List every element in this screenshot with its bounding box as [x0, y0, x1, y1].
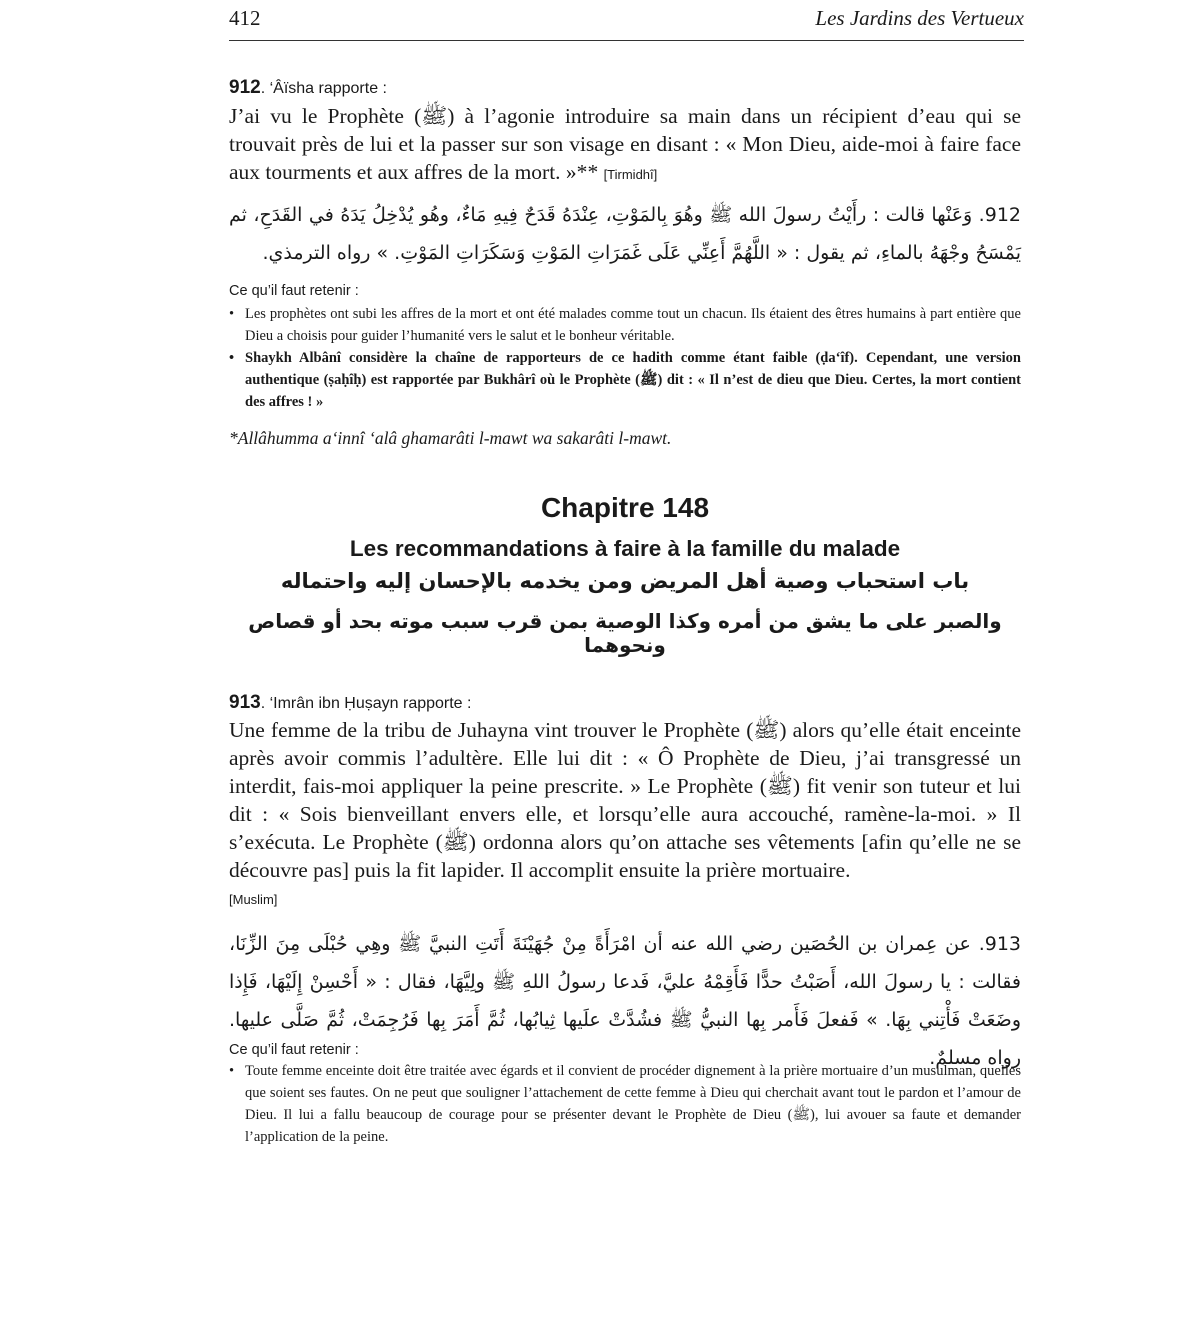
hadith-913-arabic: 913. عن عِمران بن الحُصَين رضي الله عنه أن امْرَأَةً مِنْ جُهَيْنَةَ أَتَتِ النبيَّ ﷺ وهِي حُبْلَى مِنَ الزِّنَا، فقالت : يا رسولَ الله، أَصَبْتُ حدًّا فَأَقِمْهُ عليَّ، فَدعا رسولُ اللهِ ﷺ ولِيَّهَا، فقال : « أَحْسِنْ إِلَيْهَا، فَإِذا وضَعَتْ فَأْتِني بِهَا. » فَفعلَ فَأَمر بِها النبيُّ ﷺ فشُدَّتْ علَيها ثِيابُها، ثُمَّ أَمَرَ بِها فَرُجِمَتْ، ثُمَّ صَلَّى عليها. رواه مسلمٌ.: [229, 933, 1021, 1069]
hadith-source: [Muslim]: [229, 892, 278, 907]
page-number: 412: [229, 6, 261, 30]
hadith-912-arabic: 912. وَعَنْها قالت : رأَيْتُ رسولَ الله ﷺ وهُوَ بِالمَوْتِ، عِنْدَهُ قَدَحٌ فِيهِ مَاءٌ، وهُو يُدْخِلُ يَدَهُ في القَدَحِ، ثم يَمْسَحُ وجْهَهُ بالماءِ، ثم يقول : « اللَّهُمَّ أَعِنِّي عَلَى غَمَرَاتِ المَوْتِ وَسَكَرَاتِ المَوْتِ. » رواه الترمذي.: [229, 204, 1021, 264]
hadith-912-heading: [229, 77, 387, 99]
retain-list: [229, 303, 1021, 413]
transliteration-footnote: *Allâhumma a‘innî ‘alâ ghamarâti l-mawt wa sakarâti l-mawt.: [229, 428, 672, 448]
hadith-number: 912: [229, 77, 261, 98]
bullet-icon: •: [229, 1063, 235, 1079]
footnote-mark: *: [587, 160, 599, 184]
chapter-subtitle: Les recommandations à faire à la famille du malade: [349, 536, 901, 561]
retain-item: [229, 347, 1021, 413]
hadith-narrator: . ‘Imrân ibn Ḥuṣayn rapporte :: [260, 695, 472, 712]
chapter-title: Chapitre 148: [540, 492, 710, 523]
retain-heading: Ce qu’il faut retenir :: [229, 283, 359, 299]
retain-item-text: Les prophètes ont subi les affres de la mort et ont été malades comme tout un chacun. Ils étaient des êtres humains à part entière que Dieu a choisis pour guider l’humanité vers le salut et le bonheur véritable.: [245, 306, 1021, 344]
running-header-title: Les Jardins des Vertueux: [815, 6, 1024, 30]
retain-item-text: Toute femme enceinte doit être traitée avec égards et il convient de procéder dignement à la prière mortuaire d’un musulman, quelles que soient ses fautes. On ne peut que souligner l’attachement de cette femme à Dieu qui cherchait avant tout le pardon et l’amour de Dieu. Il lui a fallu beaucoup de courage pour se présenter devant le Prophète de Dieu (ﷺ), lui avouer sa faute et demander l’application de la peine.: [245, 1063, 1021, 1145]
bullet-icon: •: [229, 306, 235, 322]
hadith-narrator: . ‘Âïsha rapporte :: [260, 80, 387, 97]
header-rule: [229, 40, 1024, 41]
hadith-number: 913: [229, 692, 261, 713]
retain-item-text: Shaykh Albânî considère la chaîne de rapporteurs de ce hadith comme étant faible (ḍa‘îf). Cependant, une version authentique (ṣaḥîḥ) est rapportée par Bukhârî où le Prophète (ﷺ) dit : « Il n’est de dieu que Dieu. Certes, la mort contient des affres ! »: [245, 350, 1021, 410]
retain-item: [229, 1060, 1021, 1148]
bullet-icon: •: [229, 350, 235, 366]
hadith-913-heading: [229, 692, 471, 714]
hadith-913-text: Une femme de la tribu de Juhayna vint trouver le Prophète (ﷺ) alors qu’elle était enceinte après avoir commis l’adultère. Elle lui dit : « Ô Prophète de Dieu, j’ai transgressé un interdit, fais-moi appliquer la peine prescrite. » Le Prophète (ﷺ) fit venir son tuteur et lui dit : « Sois bienveillant envers elle, et lorsqu’elle aura accouché, ramène-la-moi. » Il s’exécuta. Le Prophète (ﷺ) ordonna alors qu’on attache ses vêtements [afin qu’elle ne se découvre pas] puis la fit lapider. Il accomplit ensuite la prière mortuaire.: [229, 718, 1021, 882]
retain-item: [229, 303, 1021, 347]
hadith-text: J’ai vu le Prophète (ﷺ) à l’agonie introduire sa main dans un récipient d’eau qui se trouvait près de lui et la passer sur son visage en disant : « Mon Dieu, aide-moi à faire face aux tourments et aux affres de la mort. »*: [229, 104, 1021, 184]
hadith-source: [Tirmidhî]: [603, 167, 658, 182]
chapter-arabic-title-line2: والصبر على ما يشق من أمره وكذا الوصية بمن قرب سبب موته بحد أو قصاص ونحوهما: [248, 609, 1002, 657]
retain-heading: Ce qu’il faut retenir :: [229, 1042, 359, 1058]
hadith-912-text: [229, 102, 1021, 189]
retain-list: [229, 1060, 1021, 1148]
chapter-arabic-title-line1: باب استحباب وصية أهل المريض ومن يخدمه بالإحسان إليه واحتماله: [280, 569, 970, 593]
